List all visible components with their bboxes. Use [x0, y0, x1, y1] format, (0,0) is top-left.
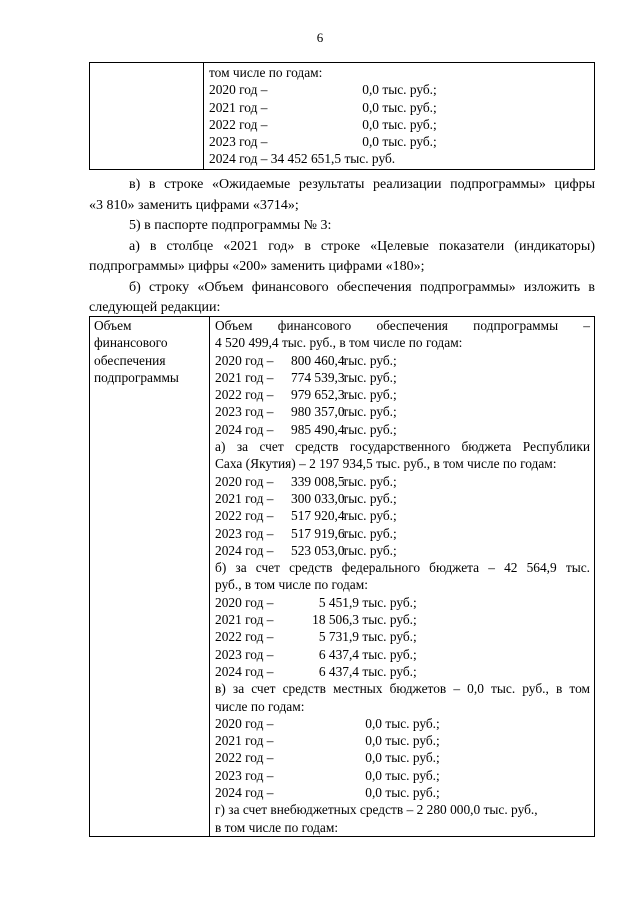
section-heading: Саха (Якутия) – 2 197 934,5 тыс. руб., в том числе по годам:	[215, 456, 557, 472]
year-row: 2023 год – 0,0 тыс. руб.;	[209, 134, 437, 150]
year-row-total: 2024 год – 34 452 651,5 тыс. руб.	[209, 151, 396, 167]
funding-details-cell	[210, 317, 595, 837]
paragraph-cont: следующей редакции:	[89, 300, 221, 315]
year-row: 2022 год – 979 652,3 тыс. руб.;	[215, 387, 397, 403]
year-row: 2021 год – 18 506,3 тыс. руб.;	[215, 612, 417, 628]
paragraph-cont: «3 810» заменить цифрами «3714»;	[89, 197, 299, 213]
year-row: 2024 год – 985 490,4 тыс. руб.;	[215, 421, 397, 437]
year-row: 2024 год – 523 053,0 тыс. руб.;	[215, 542, 397, 558]
section-heading: в) за счет средств местных бюджетов – 0,0 тыс. руб., в том	[215, 681, 590, 697]
label-line: подпрограммы	[94, 369, 179, 385]
section-heading: в том числе по годам:	[215, 819, 339, 835]
table-right-cell	[204, 63, 595, 170]
total-funding-line: Объем финансового обеспечения подпрограммы –	[215, 318, 590, 333]
year-row: 2023 год – 6 437,4 тыс. руб.;	[215, 646, 417, 662]
year-row: 2022 год – 5 731,9 тыс. руб.;	[215, 629, 417, 645]
amendment-text	[89, 175, 595, 319]
year-row: 2020 год – 5 451,9 тыс. руб.;	[215, 594, 417, 610]
section-heading: а) за счет средств государственного бюджета Республики	[215, 439, 590, 455]
total-funding-line: 4 520 499,4 тыс. руб., в том числе по годам:	[215, 335, 463, 351]
year-row: 2021 год – 300 033,0 тыс. руб.;	[215, 490, 397, 506]
year-row: 2023 год – 980 357,0 тыс. руб.;	[215, 404, 397, 420]
year-row: 2021 год – 0,0 тыс. руб.;	[215, 733, 440, 749]
year-row: 2020 год – 339 008,5 тыс. руб.;	[215, 473, 397, 489]
table-intro-line: том числе по годам:	[209, 65, 323, 80]
label-line: обеспечения	[94, 352, 166, 368]
paragraph: б) строку «Объем финансового обеспечения подпрограммы» изложить в	[129, 279, 595, 295]
section-heading: руб., в том числе по годам:	[215, 577, 368, 593]
year-row: 2022 год – 0,0 тыс. руб.;	[215, 750, 440, 766]
continued-funding-table	[89, 62, 595, 170]
year-row: 2023 год – 0,0 тыс. руб.;	[215, 767, 440, 783]
section-heading: числе по годам:	[215, 698, 305, 714]
paragraph: а) в столбце «2021 год» в строке «Целевые показатели (индикаторы)	[129, 238, 595, 254]
table-left-cell	[90, 63, 204, 170]
page-number: 6	[316, 30, 324, 45]
paragraph: в) в строке «Ожидаемые результаты реализации подпрограммы» цифры	[129, 177, 595, 192]
year-row: 2021 год – 774 539,3 тыс. руб.;	[215, 369, 397, 385]
section-heading: г) за счет внебюджетных средств – 2 280 000,0 тыс. руб.,	[215, 802, 538, 818]
year-row: 2020 год – 0,0 тыс. руб.;	[209, 82, 437, 98]
year-row: 2024 год – 0,0 тыс. руб.;	[215, 785, 440, 801]
paragraph-cont: подпрограммы» цифры «200» заменить цифрами «180»;	[89, 259, 425, 274]
paragraph: 5) в паспорте подпрограммы № 3:	[129, 218, 332, 233]
year-row: 2020 год – 800 460,4 тыс. руб.;	[215, 352, 397, 368]
year-row: 2023 год – 517 919,6 тыс. руб.;	[215, 525, 397, 541]
section-heading: б) за счет средств федерального бюджета – 42 564,9 тыс.	[215, 560, 590, 576]
label-line: Объем	[94, 318, 132, 333]
year-row: 2021 год – 0,0 тыс. руб.;	[209, 99, 437, 115]
year-row: 2020 год – 0,0 тыс. руб.;	[215, 715, 440, 731]
funding-table	[89, 316, 595, 837]
year-row: 2022 год – 0,0 тыс. руб.;	[209, 116, 437, 132]
year-row: 2024 год – 6 437,4 тыс. руб.;	[215, 663, 417, 679]
label-line: финансового	[94, 335, 168, 351]
year-row: 2022 год – 517 920,4 тыс. руб.;	[215, 508, 397, 524]
funding-label-cell	[90, 317, 210, 837]
